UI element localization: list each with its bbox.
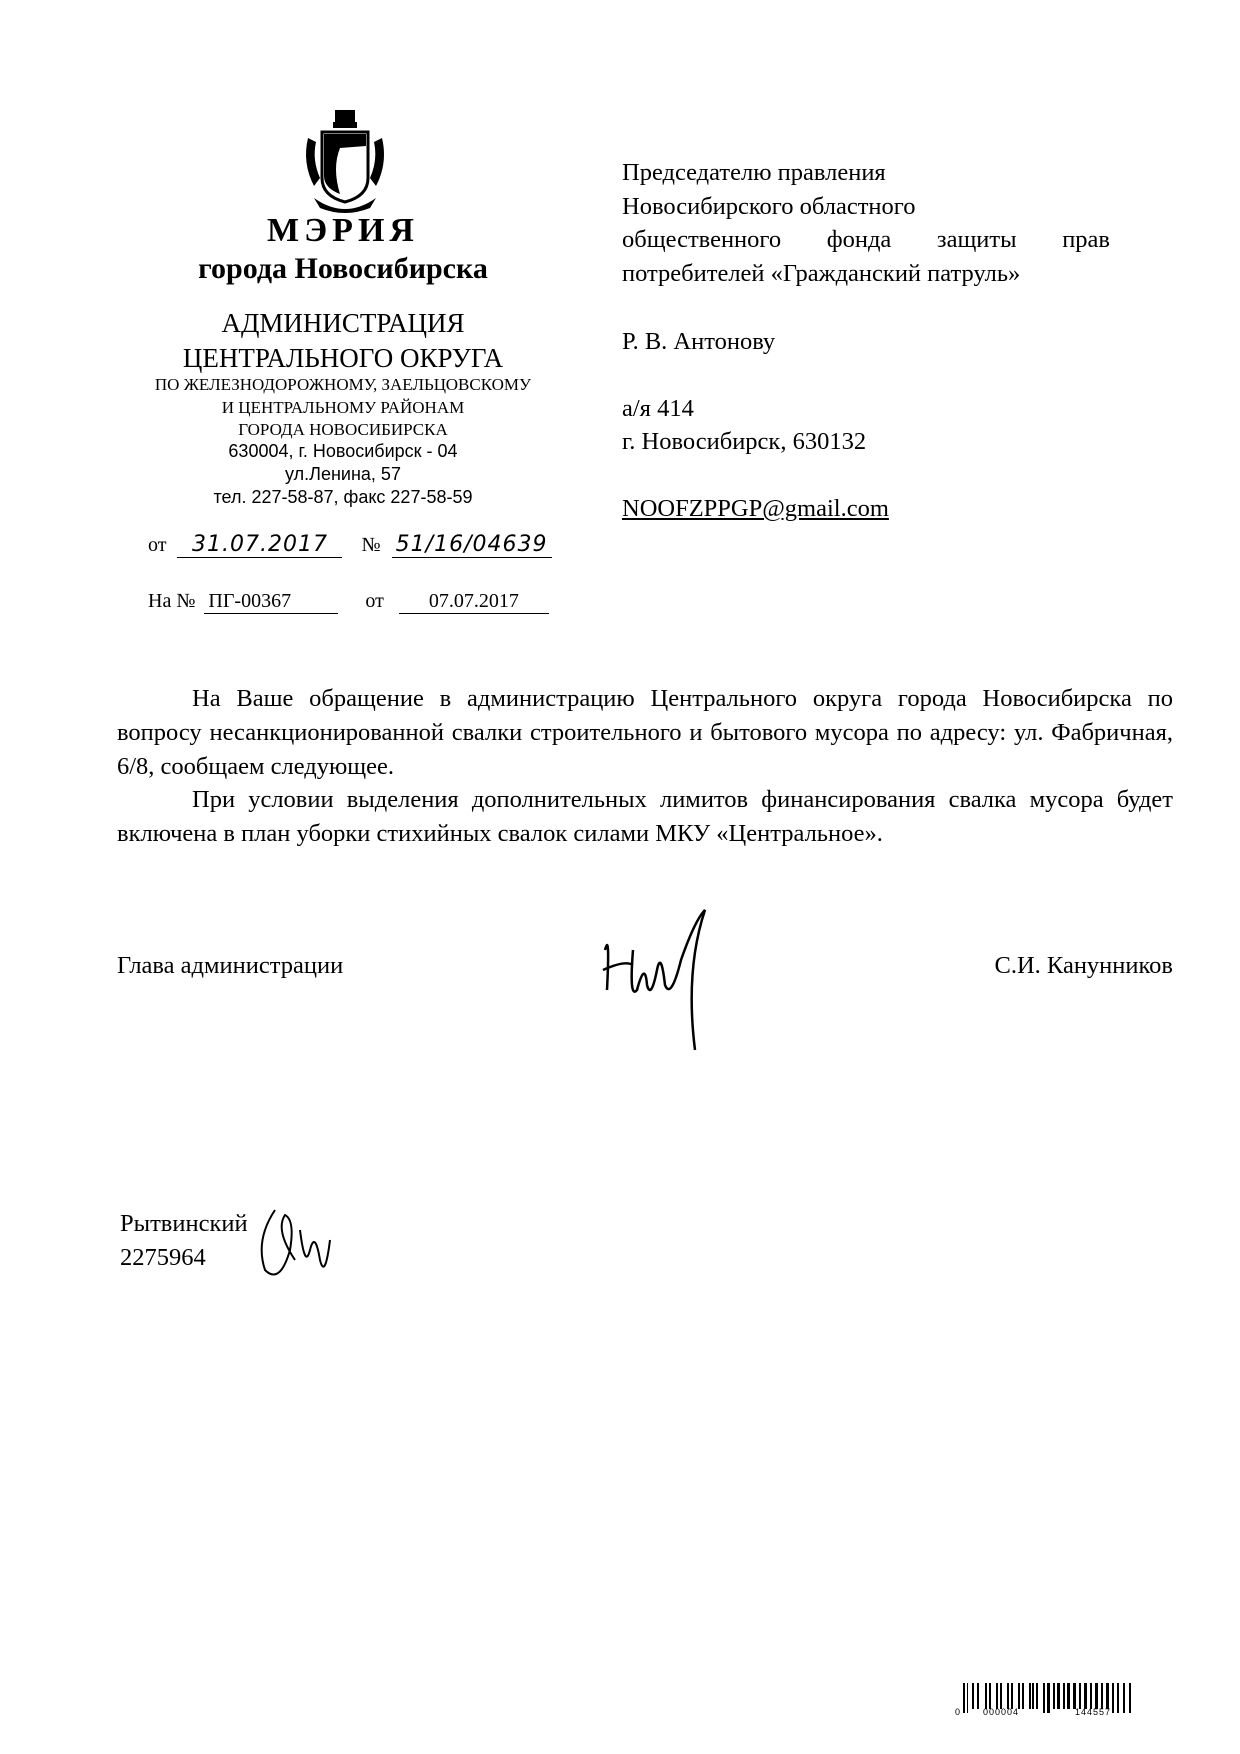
body-paragraph-2: При условии выделения дополнительных лимитов финансирования свалка мусора будет включена в план уборки стихийных свалок силами МКУ «Центральное». — [117, 786, 1173, 848]
recipient-name: Р. В. Антонову — [622, 328, 776, 355]
executor-name: Рытвинский — [120, 1210, 248, 1237]
outgoing-number: 51/16/04639 — [392, 532, 552, 558]
outgoing-date-label: от — [148, 534, 167, 556]
incoming-ref-label: На № — [148, 590, 196, 612]
barcode — [955, 1683, 1145, 1715]
signatory-position: Глава администрации — [117, 952, 344, 979]
address-line1: 630004, г. Новосибирск - 04 — [228, 441, 458, 461]
incoming-ref-number: ПГ-00367 — [204, 590, 338, 614]
recipient-line4: потребителей «Гражданский патруль» — [622, 260, 1021, 287]
executor-initials-signature — [255, 1200, 355, 1290]
signatory-name: С.И. Канунников — [994, 952, 1173, 979]
recipient-line3: общественного фонда защиты прав — [622, 226, 1110, 253]
letter-body — [117, 682, 1173, 851]
org-city: города Новосибирска — [198, 252, 488, 285]
recipient-po-box: а/я 414 — [622, 395, 694, 422]
districts-line3: ГОРОДА НОВОСИБИРСКА — [238, 420, 448, 439]
org-title: МЭРИЯ — [267, 212, 419, 249]
incoming-date: 07.07.2017 — [399, 590, 549, 614]
admin-line2: ЦЕНТРАЛЬНОГО ОКРУГА — [182, 343, 504, 373]
recipient-line2: Новосибирского областного — [622, 193, 916, 220]
handwritten-signature — [585, 890, 735, 1060]
body-paragraph-1: На Ваше обращение в администрацию Центрального округа города Новосибирска по вопросу несанкционированной свалки строительного и бытового мусора по адресу: ул. Фабричная, 6/8, сообщаем следующее. — [117, 685, 1173, 780]
outgoing-number-label: № — [361, 534, 381, 556]
incoming-date-label: от — [365, 590, 384, 612]
outgoing-registration — [148, 532, 552, 558]
districts-line2: И ЦЕНТРАЛЬНОМУ РАЙОНАМ — [221, 398, 465, 417]
phone-line: тел. 227-58-87, факс 227-58-59 — [213, 487, 473, 507]
recipient-city: г. Новосибирск, 630132 — [622, 428, 867, 455]
admin-line1: АДМИНИСТРАЦИЯ — [221, 308, 465, 338]
incoming-reference — [148, 590, 549, 614]
barcode-middle-digits: 000004 — [983, 1707, 1020, 1717]
barcode-left-digit: 0 — [955, 1707, 961, 1717]
address-line2: ул.Ленина, 57 — [285, 464, 401, 484]
recipient-line1: Председателю правления — [622, 159, 886, 186]
coat-of-arms-icon — [300, 108, 390, 216]
recipient-email[interactable]: NOOFZPPGP@gmail.com — [622, 495, 889, 522]
districts-line1: ПО ЖЕЛЕЗНОДОРОЖНОМУ, ЗАЕЛЬЦОВСКОМУ — [154, 375, 532, 394]
executor-phone: 2275964 — [120, 1244, 206, 1271]
outgoing-date: 31.07.2017 — [177, 532, 342, 558]
barcode-right-digits: 144557 — [1075, 1707, 1112, 1717]
